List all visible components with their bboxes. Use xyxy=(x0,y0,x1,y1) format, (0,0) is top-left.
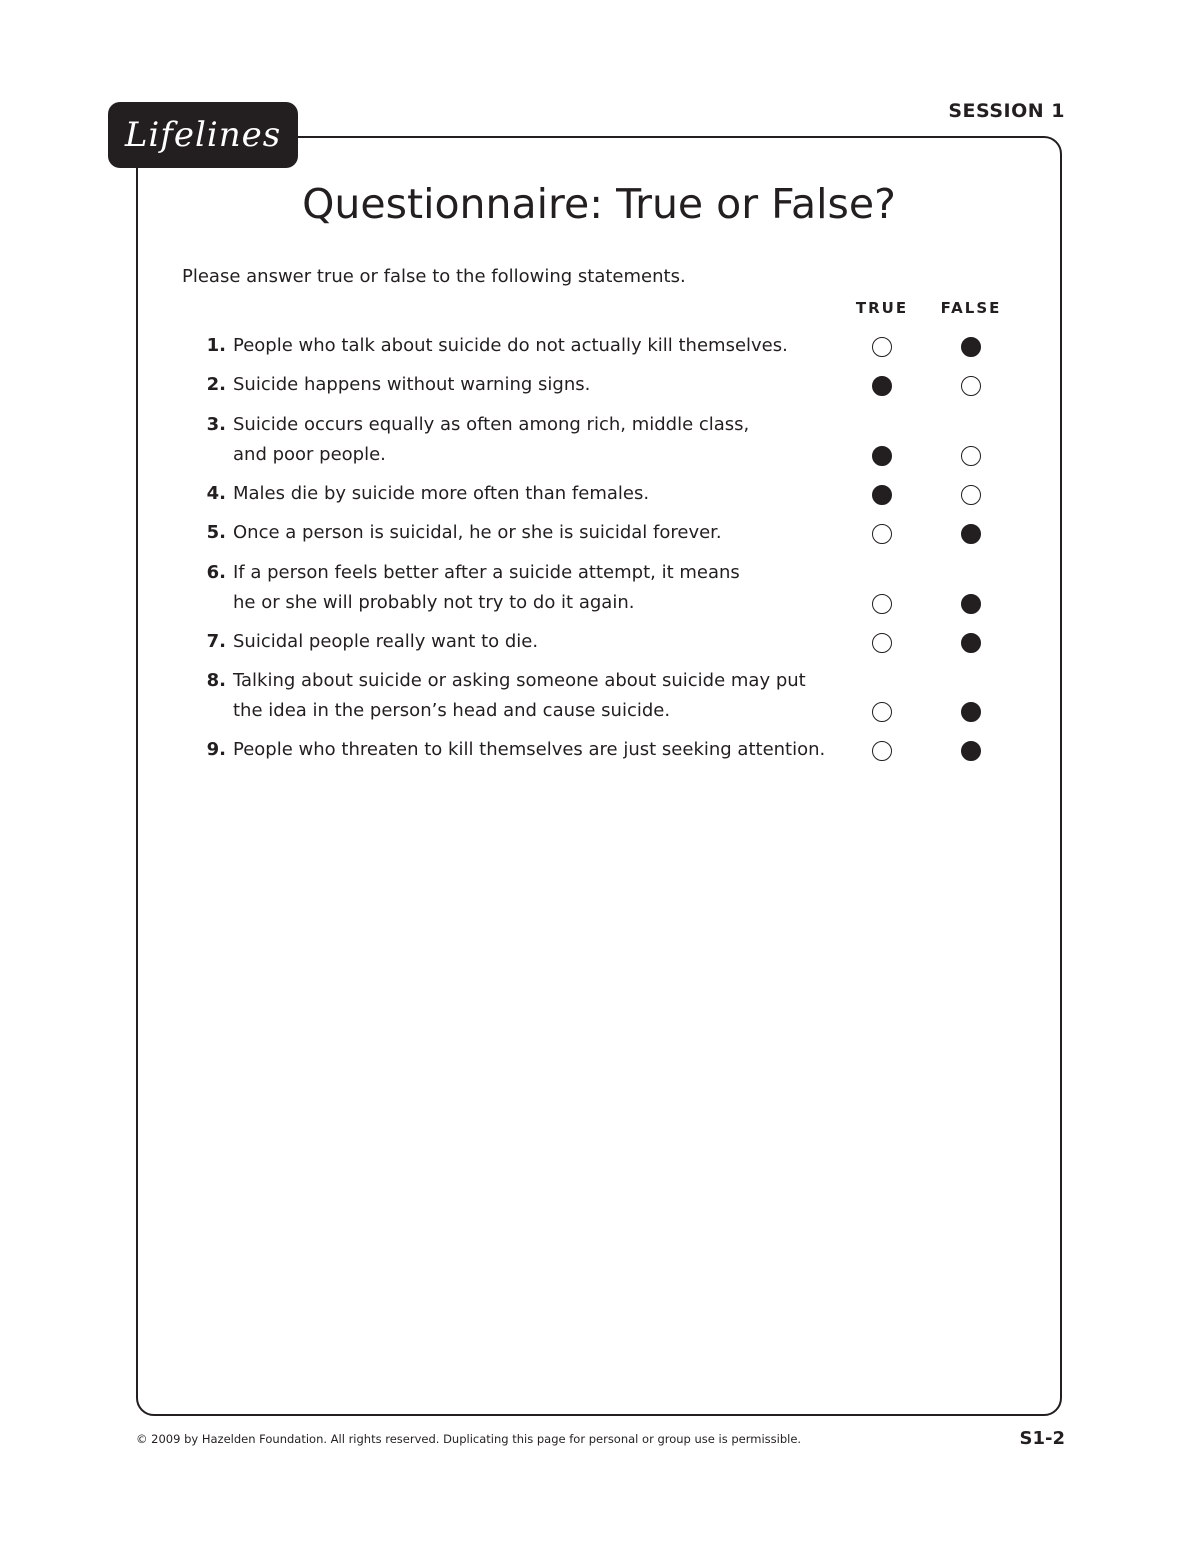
question-item xyxy=(182,479,1022,509)
false-answer-bubble[interactable] xyxy=(961,633,981,653)
question-text-line: People who talk about suicide do not actually kill themselves. xyxy=(233,335,788,356)
question-text-line: Suicidal people really want to die. xyxy=(233,630,539,652)
question-number: 8. xyxy=(206,670,226,692)
question-number: 7. xyxy=(206,630,226,652)
true-column-header: TRUE xyxy=(855,299,909,317)
question-item xyxy=(182,331,1022,361)
true-answer-bubble[interactable] xyxy=(872,446,892,466)
question-number: 4. xyxy=(206,482,226,504)
question-text xyxy=(233,410,833,470)
question-text xyxy=(233,370,833,400)
question-item xyxy=(182,518,1022,548)
question-number: 2. xyxy=(206,374,226,396)
false-answer-bubble[interactable] xyxy=(961,485,981,505)
question-text-line: and poor people. xyxy=(233,443,386,465)
question-item xyxy=(182,370,1022,400)
question-text xyxy=(233,627,833,657)
question-text-line: he or she will probably not try to do it again. xyxy=(233,591,635,613)
false-column-header: FALSE xyxy=(940,299,1002,317)
question-text xyxy=(233,735,833,765)
lifelines-logo: Lifelines xyxy=(108,102,298,168)
question-number: 1. xyxy=(206,335,226,356)
true-answer-bubble[interactable] xyxy=(872,485,892,505)
question-item xyxy=(182,410,1022,470)
question-text-line: Once a person is suicidal, he or she is suicidal forever. xyxy=(233,522,722,544)
question-text-line: People who threaten to kill themselves are just seeking attention. xyxy=(233,739,826,761)
false-answer-bubble[interactable] xyxy=(961,702,981,722)
question-text-line: Talking about suicide or asking someone about suicide may put xyxy=(233,670,806,692)
true-answer-bubble[interactable] xyxy=(872,702,892,722)
instructions: Please answer true or false to the following statements. xyxy=(182,266,686,287)
question-number: 5. xyxy=(206,522,226,544)
question-text-line: the idea in the person’s head and cause suicide. xyxy=(233,700,671,722)
question-text xyxy=(233,518,833,548)
true-answer-bubble[interactable] xyxy=(872,633,892,653)
false-answer-bubble[interactable] xyxy=(961,446,981,466)
false-answer-bubble[interactable] xyxy=(961,337,981,357)
question-number: 3. xyxy=(206,413,226,435)
question-item xyxy=(182,627,1022,657)
page-frame xyxy=(136,136,1062,1416)
session-label: SESSION 1 xyxy=(948,100,1065,122)
page-number: S1-2 xyxy=(1019,1428,1065,1449)
question-item xyxy=(182,558,1022,618)
question-text xyxy=(233,558,833,618)
question-text-line: Suicide occurs equally as often among rich, middle class, xyxy=(233,413,750,435)
question-item xyxy=(182,735,1022,765)
question-text-line: Males die by suicide more often than females. xyxy=(233,482,650,504)
question-number: 9. xyxy=(206,739,226,761)
question-text xyxy=(233,479,833,509)
false-answer-bubble[interactable] xyxy=(961,594,981,614)
question-text xyxy=(233,666,833,726)
true-answer-bubble[interactable] xyxy=(872,594,892,614)
question-text-line: Suicide happens without warning signs. xyxy=(233,374,591,396)
question-number: 6. xyxy=(206,561,226,583)
question-item xyxy=(182,666,1022,726)
true-answer-bubble[interactable] xyxy=(872,337,892,357)
page-title: Questionnaire: True or False? xyxy=(302,180,896,228)
question-text xyxy=(233,331,833,361)
copyright-notice: © 2009 by Hazelden Foundation. All rights reserved. Duplicating this page for personal or group use is permissible. xyxy=(136,1432,802,1446)
question-text-line: If a person feels better after a suicide attempt, it means xyxy=(233,561,740,583)
